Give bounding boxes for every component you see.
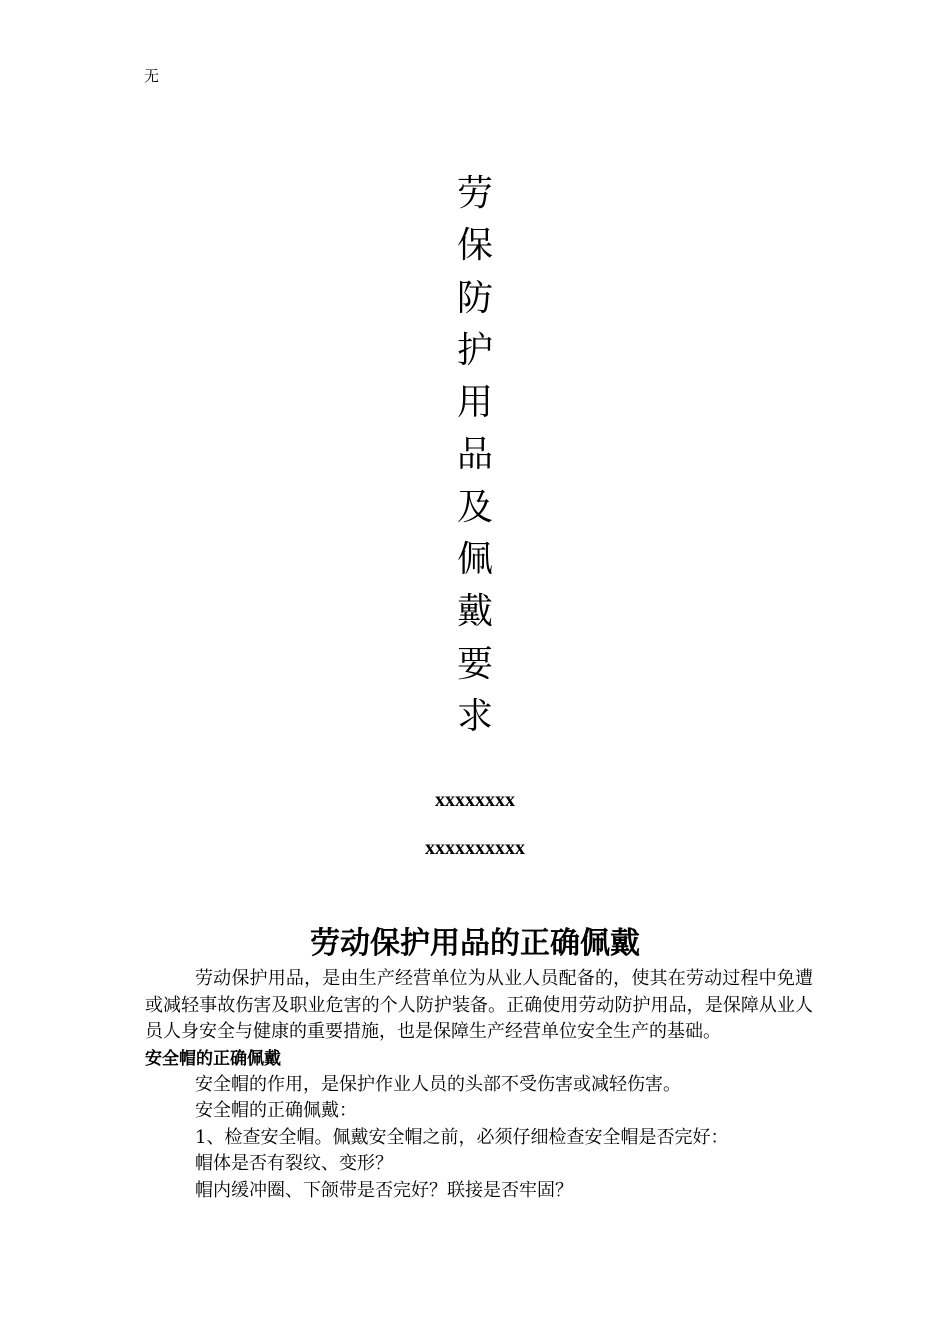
page-header-mark: 无 (144, 67, 160, 85)
intro-paragraph: 劳动保护用品，是由生产经营单位为从业人员配备的，使其在劳动过程中免遭或减轻事故伤害及职业危害的个人防护装备。正确使用劳动防护用品，是保障从业人员人身安全与健康的重要措施，也是保障生产经营单位安全生产的基础。 (145, 968, 813, 1042)
cover-title: 劳保防护用品及佩戴要求 (456, 173, 493, 737)
body-line: 安全帽的正确佩戴： (195, 1100, 357, 1121)
document-heading: 劳动保护用品的正确佩戴 (310, 926, 640, 961)
body-line: 帽体是否有裂纹、变形？ (195, 1153, 393, 1174)
section-heading-helmet: 安全帽的正确佩戴 (145, 1048, 281, 1069)
document-body (145, 966, 813, 1204)
body-line: 1、检查安全帽。佩戴安全帽之前，必须仔细检查安全帽是否完好： (195, 1126, 729, 1148)
body-line: 安全帽的作用，是保护作业人员的头部不受伤害或减轻伤害。 (195, 1073, 681, 1095)
cover-line-2: xxxxxxxxxx (425, 837, 525, 859)
cover-line-1: xxxxxxxx (435, 789, 515, 811)
body-line: 帽内缓冲圈、下颌带是否完好？联接是否牢固？ (195, 1179, 573, 1201)
